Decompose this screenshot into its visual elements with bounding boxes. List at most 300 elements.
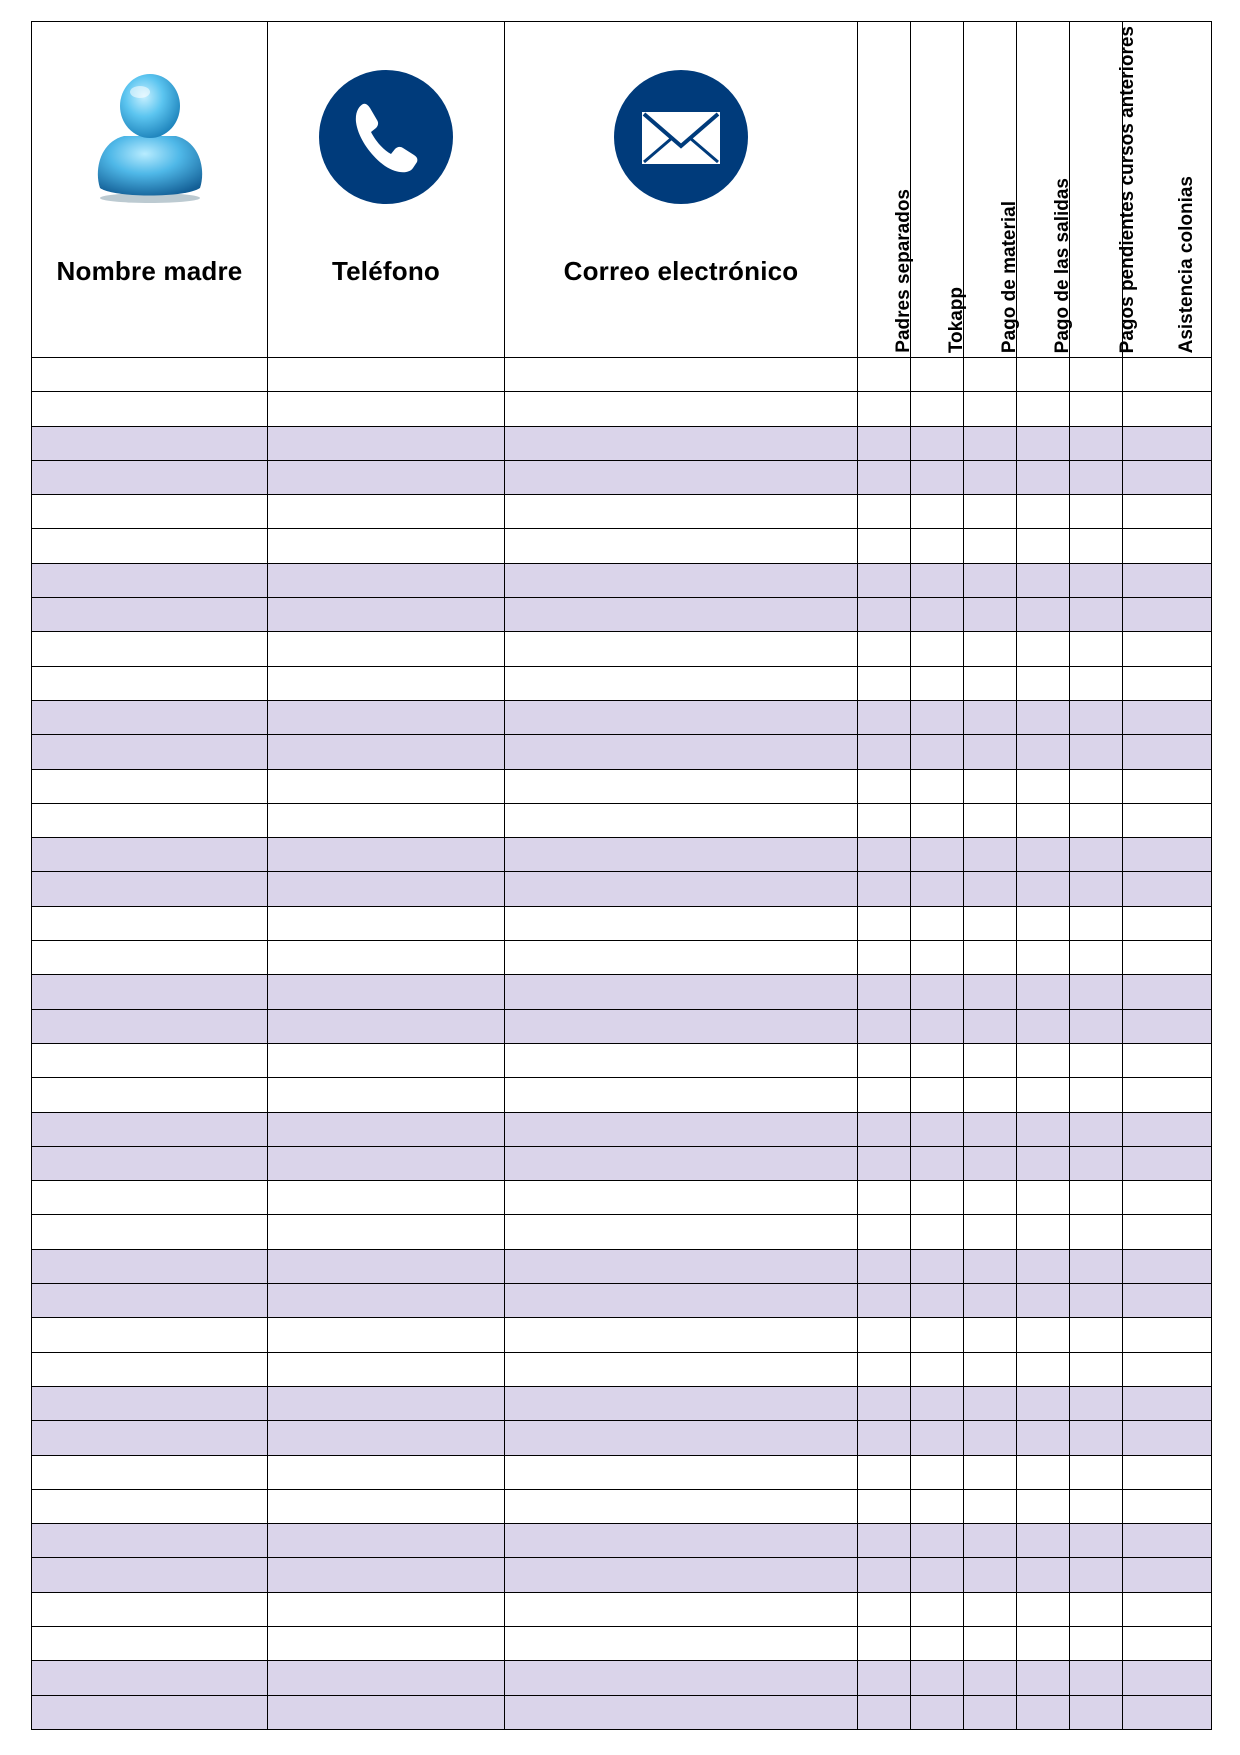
pending-payments-cell[interactable] [1070, 1489, 1123, 1523]
email-cell[interactable] [505, 700, 858, 734]
material-payment-cell[interactable] [964, 460, 1017, 494]
tokapp-cell[interactable] [911, 872, 964, 906]
pending-payments-cell[interactable] [1070, 1695, 1123, 1729]
email-cell[interactable] [505, 735, 858, 769]
camp-attendance-cell[interactable] [1123, 735, 1212, 769]
mother-name-cell[interactable] [32, 666, 268, 700]
mother-name-cell[interactable] [32, 975, 268, 1009]
material-payment-cell[interactable] [964, 1009, 1017, 1043]
mother-name-cell[interactable] [32, 460, 268, 494]
phone-cell[interactable] [268, 769, 505, 803]
material-payment-cell[interactable] [964, 1181, 1017, 1215]
material-payment-cell[interactable] [964, 872, 1017, 906]
camp-attendance-cell[interactable] [1123, 769, 1212, 803]
outings-payment-cell[interactable] [1017, 1661, 1070, 1695]
phone-cell[interactable] [268, 1695, 505, 1729]
pending-payments-cell[interactable] [1070, 906, 1123, 940]
outings-payment-cell[interactable] [1017, 1318, 1070, 1352]
phone-cell[interactable] [268, 1592, 505, 1626]
material-payment-cell[interactable] [964, 632, 1017, 666]
phone-cell[interactable] [268, 1009, 505, 1043]
tokapp-cell[interactable] [911, 1078, 964, 1112]
tokapp-cell[interactable] [911, 1009, 964, 1043]
camp-attendance-cell[interactable] [1123, 1421, 1212, 1455]
email-cell[interactable] [505, 1318, 858, 1352]
separated-parents-cell[interactable] [858, 1215, 911, 1249]
email-cell[interactable] [505, 632, 858, 666]
material-payment-cell[interactable] [964, 1215, 1017, 1249]
separated-parents-cell[interactable] [858, 838, 911, 872]
phone-cell[interactable] [268, 1386, 505, 1420]
phone-cell[interactable] [268, 460, 505, 494]
camp-attendance-cell[interactable] [1123, 1318, 1212, 1352]
camp-attendance-cell[interactable] [1123, 1592, 1212, 1626]
material-payment-cell[interactable] [964, 598, 1017, 632]
outings-payment-cell[interactable] [1017, 1455, 1070, 1489]
outings-payment-cell[interactable] [1017, 392, 1070, 426]
camp-attendance-cell[interactable] [1123, 803, 1212, 837]
camp-attendance-cell[interactable] [1123, 529, 1212, 563]
email-cell[interactable] [505, 1352, 858, 1386]
camp-attendance-cell[interactable] [1123, 700, 1212, 734]
material-payment-cell[interactable] [964, 1386, 1017, 1420]
camp-attendance-cell[interactable] [1123, 1181, 1212, 1215]
outings-payment-cell[interactable] [1017, 1181, 1070, 1215]
pending-payments-cell[interactable] [1070, 1626, 1123, 1660]
camp-attendance-cell[interactable] [1123, 1112, 1212, 1146]
mother-name-cell[interactable] [32, 632, 268, 666]
tokapp-cell[interactable] [911, 1489, 964, 1523]
outings-payment-cell[interactable] [1017, 529, 1070, 563]
phone-cell[interactable] [268, 632, 505, 666]
phone-cell[interactable] [268, 1455, 505, 1489]
phone-cell[interactable] [268, 1626, 505, 1660]
separated-parents-cell[interactable] [858, 735, 911, 769]
outings-payment-cell[interactable] [1017, 769, 1070, 803]
separated-parents-cell[interactable] [858, 495, 911, 529]
tokapp-cell[interactable] [911, 975, 964, 1009]
separated-parents-cell[interactable] [858, 1626, 911, 1660]
pending-payments-cell[interactable] [1070, 1112, 1123, 1146]
email-cell[interactable] [505, 1524, 858, 1558]
camp-attendance-cell[interactable] [1123, 1078, 1212, 1112]
pending-payments-cell[interactable] [1070, 872, 1123, 906]
tokapp-cell[interactable] [911, 1421, 964, 1455]
material-payment-cell[interactable] [964, 1318, 1017, 1352]
tokapp-cell[interactable] [911, 1249, 964, 1283]
tokapp-cell[interactable] [911, 1661, 964, 1695]
outings-payment-cell[interactable] [1017, 872, 1070, 906]
outings-payment-cell[interactable] [1017, 1215, 1070, 1249]
separated-parents-cell[interactable] [858, 460, 911, 494]
phone-cell[interactable] [268, 735, 505, 769]
pending-payments-cell[interactable] [1070, 632, 1123, 666]
separated-parents-cell[interactable] [858, 1455, 911, 1489]
material-payment-cell[interactable] [964, 529, 1017, 563]
pending-payments-cell[interactable] [1070, 426, 1123, 460]
email-cell[interactable] [505, 563, 858, 597]
outings-payment-cell[interactable] [1017, 426, 1070, 460]
pending-payments-cell[interactable] [1070, 1318, 1123, 1352]
email-cell[interactable] [505, 1043, 858, 1077]
tokapp-cell[interactable] [911, 1626, 964, 1660]
tokapp-cell[interactable] [911, 1181, 964, 1215]
email-cell[interactable] [505, 1284, 858, 1318]
separated-parents-cell[interactable] [858, 1421, 911, 1455]
email-cell[interactable] [505, 1695, 858, 1729]
mother-name-cell[interactable] [32, 1112, 268, 1146]
email-cell[interactable] [505, 1181, 858, 1215]
email-cell[interactable] [505, 495, 858, 529]
material-payment-cell[interactable] [964, 1558, 1017, 1592]
material-payment-cell[interactable] [964, 563, 1017, 597]
outings-payment-cell[interactable] [1017, 1626, 1070, 1660]
camp-attendance-cell[interactable] [1123, 1215, 1212, 1249]
outings-payment-cell[interactable] [1017, 1112, 1070, 1146]
phone-cell[interactable] [268, 1249, 505, 1283]
separated-parents-cell[interactable] [858, 1146, 911, 1180]
pending-payments-cell[interactable] [1070, 838, 1123, 872]
separated-parents-cell[interactable] [858, 598, 911, 632]
separated-parents-cell[interactable] [858, 563, 911, 597]
email-cell[interactable] [505, 1558, 858, 1592]
material-payment-cell[interactable] [964, 1421, 1017, 1455]
pending-payments-cell[interactable] [1070, 529, 1123, 563]
tokapp-cell[interactable] [911, 1386, 964, 1420]
separated-parents-cell[interactable] [858, 872, 911, 906]
material-payment-cell[interactable] [964, 1284, 1017, 1318]
material-payment-cell[interactable] [964, 769, 1017, 803]
tokapp-cell[interactable] [911, 1695, 964, 1729]
separated-parents-cell[interactable] [858, 1318, 911, 1352]
camp-attendance-cell[interactable] [1123, 1489, 1212, 1523]
phone-cell[interactable] [268, 1284, 505, 1318]
camp-attendance-cell[interactable] [1123, 358, 1212, 392]
phone-cell[interactable] [268, 1524, 505, 1558]
outings-payment-cell[interactable] [1017, 666, 1070, 700]
material-payment-cell[interactable] [964, 1661, 1017, 1695]
mother-name-cell[interactable] [32, 735, 268, 769]
email-cell[interactable] [505, 803, 858, 837]
mother-name-cell[interactable] [32, 1284, 268, 1318]
material-payment-cell[interactable] [964, 906, 1017, 940]
outings-payment-cell[interactable] [1017, 1386, 1070, 1420]
email-cell[interactable] [505, 838, 858, 872]
outings-payment-cell[interactable] [1017, 838, 1070, 872]
phone-cell[interactable] [268, 1043, 505, 1077]
pending-payments-cell[interactable] [1070, 1386, 1123, 1420]
separated-parents-cell[interactable] [858, 1249, 911, 1283]
phone-cell[interactable] [268, 666, 505, 700]
outings-payment-cell[interactable] [1017, 1009, 1070, 1043]
tokapp-cell[interactable] [911, 735, 964, 769]
material-payment-cell[interactable] [964, 392, 1017, 426]
pending-payments-cell[interactable] [1070, 735, 1123, 769]
tokapp-cell[interactable] [911, 495, 964, 529]
camp-attendance-cell[interactable] [1123, 975, 1212, 1009]
camp-attendance-cell[interactable] [1123, 1626, 1212, 1660]
email-cell[interactable] [505, 598, 858, 632]
email-cell[interactable] [505, 1112, 858, 1146]
pending-payments-cell[interactable] [1070, 1078, 1123, 1112]
email-cell[interactable] [505, 392, 858, 426]
tokapp-cell[interactable] [911, 1592, 964, 1626]
outings-payment-cell[interactable] [1017, 700, 1070, 734]
tokapp-cell[interactable] [911, 700, 964, 734]
phone-cell[interactable] [268, 563, 505, 597]
mother-name-cell[interactable] [32, 1489, 268, 1523]
separated-parents-cell[interactable] [858, 1043, 911, 1077]
mother-name-cell[interactable] [32, 1592, 268, 1626]
outings-payment-cell[interactable] [1017, 941, 1070, 975]
phone-cell[interactable] [268, 598, 505, 632]
material-payment-cell[interactable] [964, 1626, 1017, 1660]
email-cell[interactable] [505, 1009, 858, 1043]
outings-payment-cell[interactable] [1017, 735, 1070, 769]
tokapp-cell[interactable] [911, 632, 964, 666]
outings-payment-cell[interactable] [1017, 495, 1070, 529]
camp-attendance-cell[interactable] [1123, 1524, 1212, 1558]
camp-attendance-cell[interactable] [1123, 941, 1212, 975]
mother-name-cell[interactable] [32, 1386, 268, 1420]
mother-name-cell[interactable] [32, 426, 268, 460]
email-cell[interactable] [505, 1249, 858, 1283]
outings-payment-cell[interactable] [1017, 1695, 1070, 1729]
pending-payments-cell[interactable] [1070, 1284, 1123, 1318]
email-cell[interactable] [505, 1078, 858, 1112]
separated-parents-cell[interactable] [858, 1558, 911, 1592]
mother-name-cell[interactable] [32, 598, 268, 632]
camp-attendance-cell[interactable] [1123, 1352, 1212, 1386]
phone-cell[interactable] [268, 803, 505, 837]
outings-payment-cell[interactable] [1017, 1558, 1070, 1592]
phone-cell[interactable] [268, 1421, 505, 1455]
tokapp-cell[interactable] [911, 563, 964, 597]
mother-name-cell[interactable] [32, 1181, 268, 1215]
outings-payment-cell[interactable] [1017, 1043, 1070, 1077]
separated-parents-cell[interactable] [858, 975, 911, 1009]
camp-attendance-cell[interactable] [1123, 563, 1212, 597]
pending-payments-cell[interactable] [1070, 1421, 1123, 1455]
tokapp-cell[interactable] [911, 1524, 964, 1558]
tokapp-cell[interactable] [911, 1043, 964, 1077]
email-cell[interactable] [505, 1489, 858, 1523]
phone-cell[interactable] [268, 358, 505, 392]
camp-attendance-cell[interactable] [1123, 1558, 1212, 1592]
outings-payment-cell[interactable] [1017, 975, 1070, 1009]
material-payment-cell[interactable] [964, 1112, 1017, 1146]
phone-cell[interactable] [268, 1661, 505, 1695]
mother-name-cell[interactable] [32, 1455, 268, 1489]
mother-name-cell[interactable] [32, 1043, 268, 1077]
mother-name-cell[interactable] [32, 1078, 268, 1112]
tokapp-cell[interactable] [911, 941, 964, 975]
mother-name-cell[interactable] [32, 1352, 268, 1386]
camp-attendance-cell[interactable] [1123, 1695, 1212, 1729]
mother-name-cell[interactable] [32, 358, 268, 392]
tokapp-cell[interactable] [911, 1352, 964, 1386]
outings-payment-cell[interactable] [1017, 1146, 1070, 1180]
email-cell[interactable] [505, 941, 858, 975]
material-payment-cell[interactable] [964, 700, 1017, 734]
tokapp-cell[interactable] [911, 838, 964, 872]
email-cell[interactable] [505, 1455, 858, 1489]
tokapp-cell[interactable] [911, 358, 964, 392]
outings-payment-cell[interactable] [1017, 632, 1070, 666]
material-payment-cell[interactable] [964, 941, 1017, 975]
tokapp-cell[interactable] [911, 392, 964, 426]
email-cell[interactable] [505, 975, 858, 1009]
camp-attendance-cell[interactable] [1123, 460, 1212, 494]
camp-attendance-cell[interactable] [1123, 426, 1212, 460]
pending-payments-cell[interactable] [1070, 598, 1123, 632]
camp-attendance-cell[interactable] [1123, 1661, 1212, 1695]
outings-payment-cell[interactable] [1017, 1352, 1070, 1386]
outings-payment-cell[interactable] [1017, 1489, 1070, 1523]
mother-name-cell[interactable] [32, 803, 268, 837]
mother-name-cell[interactable] [32, 1626, 268, 1660]
email-cell[interactable] [505, 666, 858, 700]
material-payment-cell[interactable] [964, 495, 1017, 529]
material-payment-cell[interactable] [964, 1043, 1017, 1077]
separated-parents-cell[interactable] [858, 1009, 911, 1043]
mother-name-cell[interactable] [32, 700, 268, 734]
tokapp-cell[interactable] [911, 1146, 964, 1180]
camp-attendance-cell[interactable] [1123, 1249, 1212, 1283]
camp-attendance-cell[interactable] [1123, 392, 1212, 426]
mother-name-cell[interactable] [32, 1215, 268, 1249]
pending-payments-cell[interactable] [1070, 1009, 1123, 1043]
phone-cell[interactable] [268, 1181, 505, 1215]
material-payment-cell[interactable] [964, 735, 1017, 769]
separated-parents-cell[interactable] [858, 941, 911, 975]
email-cell[interactable] [505, 1592, 858, 1626]
phone-cell[interactable] [268, 1146, 505, 1180]
camp-attendance-cell[interactable] [1123, 1455, 1212, 1489]
separated-parents-cell[interactable] [858, 906, 911, 940]
email-cell[interactable] [505, 1661, 858, 1695]
mother-name-cell[interactable] [32, 1695, 268, 1729]
outings-payment-cell[interactable] [1017, 563, 1070, 597]
mother-name-cell[interactable] [32, 1558, 268, 1592]
separated-parents-cell[interactable] [858, 1695, 911, 1729]
email-cell[interactable] [505, 1421, 858, 1455]
separated-parents-cell[interactable] [858, 1592, 911, 1626]
mother-name-cell[interactable] [32, 1146, 268, 1180]
tokapp-cell[interactable] [911, 1318, 964, 1352]
pending-payments-cell[interactable] [1070, 666, 1123, 700]
email-cell[interactable] [505, 906, 858, 940]
phone-cell[interactable] [268, 495, 505, 529]
camp-attendance-cell[interactable] [1123, 1043, 1212, 1077]
phone-cell[interactable] [268, 1352, 505, 1386]
camp-attendance-cell[interactable] [1123, 1386, 1212, 1420]
tokapp-cell[interactable] [911, 769, 964, 803]
separated-parents-cell[interactable] [858, 1078, 911, 1112]
camp-attendance-cell[interactable] [1123, 906, 1212, 940]
separated-parents-cell[interactable] [858, 769, 911, 803]
outings-payment-cell[interactable] [1017, 906, 1070, 940]
separated-parents-cell[interactable] [858, 632, 911, 666]
tokapp-cell[interactable] [911, 666, 964, 700]
outings-payment-cell[interactable] [1017, 1524, 1070, 1558]
phone-cell[interactable] [268, 1078, 505, 1112]
tokapp-cell[interactable] [911, 1558, 964, 1592]
camp-attendance-cell[interactable] [1123, 495, 1212, 529]
tokapp-cell[interactable] [911, 460, 964, 494]
separated-parents-cell[interactable] [858, 1386, 911, 1420]
camp-attendance-cell[interactable] [1123, 1009, 1212, 1043]
separated-parents-cell[interactable] [858, 1284, 911, 1318]
outings-payment-cell[interactable] [1017, 358, 1070, 392]
material-payment-cell[interactable] [964, 1078, 1017, 1112]
mother-name-cell[interactable] [32, 769, 268, 803]
tokapp-cell[interactable] [911, 598, 964, 632]
tokapp-cell[interactable] [911, 1284, 964, 1318]
pending-payments-cell[interactable] [1070, 358, 1123, 392]
outings-payment-cell[interactable] [1017, 1592, 1070, 1626]
pending-payments-cell[interactable] [1070, 1249, 1123, 1283]
outings-payment-cell[interactable] [1017, 460, 1070, 494]
camp-attendance-cell[interactable] [1123, 666, 1212, 700]
mother-name-cell[interactable] [32, 1249, 268, 1283]
mother-name-cell[interactable] [32, 1318, 268, 1352]
pending-payments-cell[interactable] [1070, 700, 1123, 734]
material-payment-cell[interactable] [964, 1489, 1017, 1523]
material-payment-cell[interactable] [964, 358, 1017, 392]
material-payment-cell[interactable] [964, 1524, 1017, 1558]
mother-name-cell[interactable] [32, 1421, 268, 1455]
camp-attendance-cell[interactable] [1123, 598, 1212, 632]
material-payment-cell[interactable] [964, 1249, 1017, 1283]
phone-cell[interactable] [268, 529, 505, 563]
tokapp-cell[interactable] [911, 906, 964, 940]
pending-payments-cell[interactable] [1070, 1592, 1123, 1626]
material-payment-cell[interactable] [964, 1455, 1017, 1489]
separated-parents-cell[interactable] [858, 529, 911, 563]
separated-parents-cell[interactable] [858, 426, 911, 460]
pending-payments-cell[interactable] [1070, 1455, 1123, 1489]
outings-payment-cell[interactable] [1017, 803, 1070, 837]
material-payment-cell[interactable] [964, 1146, 1017, 1180]
pending-payments-cell[interactable] [1070, 1524, 1123, 1558]
mother-name-cell[interactable] [32, 838, 268, 872]
email-cell[interactable] [505, 1215, 858, 1249]
outings-payment-cell[interactable] [1017, 1078, 1070, 1112]
camp-attendance-cell[interactable] [1123, 1284, 1212, 1318]
email-cell[interactable] [505, 1146, 858, 1180]
tokapp-cell[interactable] [911, 803, 964, 837]
pending-payments-cell[interactable] [1070, 803, 1123, 837]
email-cell[interactable] [505, 358, 858, 392]
mother-name-cell[interactable] [32, 495, 268, 529]
pending-payments-cell[interactable] [1070, 563, 1123, 597]
mother-name-cell[interactable] [32, 563, 268, 597]
material-payment-cell[interactable] [964, 1352, 1017, 1386]
email-cell[interactable] [505, 769, 858, 803]
phone-cell[interactable] [268, 941, 505, 975]
phone-cell[interactable] [268, 975, 505, 1009]
email-cell[interactable] [505, 872, 858, 906]
material-payment-cell[interactable] [964, 1592, 1017, 1626]
outings-payment-cell[interactable] [1017, 598, 1070, 632]
pending-payments-cell[interactable] [1070, 1146, 1123, 1180]
tokapp-cell[interactable] [911, 529, 964, 563]
camp-attendance-cell[interactable] [1123, 632, 1212, 666]
pending-payments-cell[interactable] [1070, 1558, 1123, 1592]
tokapp-cell[interactable] [911, 1455, 964, 1489]
phone-cell[interactable] [268, 906, 505, 940]
